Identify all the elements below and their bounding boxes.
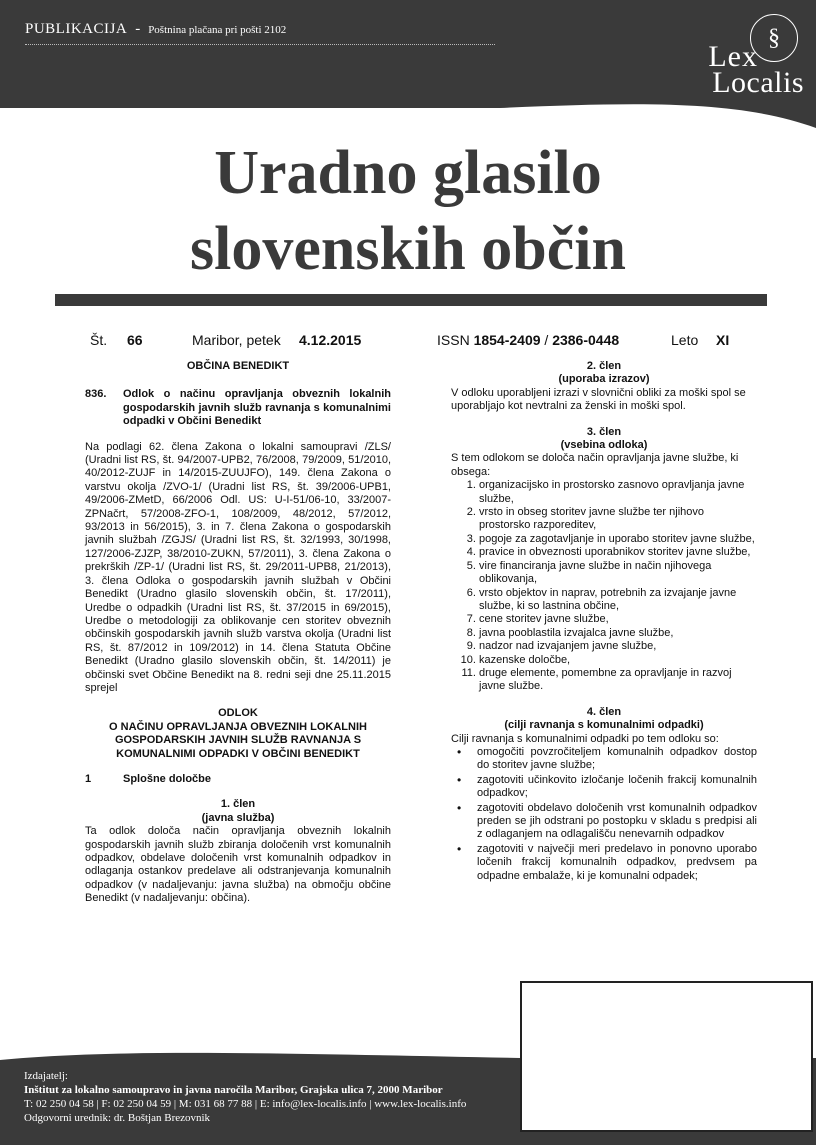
article1-number: 1. člen [220,798,256,811]
list-item: 11. druge elemente, pomembne za opravljanje in razvoj javne službe. [479,667,757,694]
article3-intro: S tem odlokom se določa način opravljanja javne službe, ki obsega: [451,452,739,478]
list-item: 5. vire financiranja javne službe in način njihovega oblikovanja, [479,560,757,587]
issue-place-day: Maribor, petek [192,332,281,348]
list-item: 7. cene storitev javne službe, [479,613,757,626]
article3-list [451,479,757,694]
issn-part1: 1854-2409 [473,332,541,348]
left-column [85,360,391,906]
list-item: • zagotoviti v največji meri predelavo in ponovno uporabo ločenih frakcij komunalnih odpadkov, predvsem pa odpadne embalaže, ki je komunalni odpadek; [477,843,757,883]
issn-label: ISSN [437,332,470,348]
gazette-title-line2: slovenskih občin [190,215,626,283]
article1-text: Ta odlok določa način opravljanja obveznih lokalnih gospodarskih javnih služb zbiranja določenih vrst komunalnih odpadkov, obdelave določenih vrst komunalnih odpadkov in odlaganja ostankov predelave ali odstranjevanja komunalnih odpadkov (v nadaljevanju: javna služba) na območju občine Benedikt (v nadaljevanju: občina). [85,825,391,905]
footer-text [24,1069,514,1125]
dotted-divider [25,44,495,45]
list-item: 1. organizacijsko in prostorsko zasnovo opravljanja javne službe, [479,479,757,506]
issue-number-value: 66 [127,332,143,348]
article2-number: 2. člen [586,360,622,372]
publication-line [25,20,286,38]
logo-lex: Lex [708,40,758,73]
year [716,332,729,348]
article4-title: (cilji ravnanja s komunalnimi odpadki) [504,719,704,732]
publisher-label: Izdajatelj: [24,1070,68,1082]
issn [437,332,619,348]
list-item: 9. nadzor nad izvajanjem javne službe, [479,640,757,653]
gazette-title-line1: Uradno glasilo [214,139,602,207]
article3-number: 3. člen [586,425,622,438]
header-band [0,0,816,145]
list-item: • omogočiti povzročiteljem komunalnih odpadkov dostop do storitev javne službe; [477,746,757,773]
publication-title: PUBLIKACIJA [25,21,128,37]
section-sign-icon: § [750,14,798,62]
odlok-subheading: O NAČINU OPRAVLJANJA OBVEZNIH LOKALNIH GOSPODARSKIH JAVNIH SLUŽB RAVNANJA S KOMUNALNIMI ODPADKI V OBČINI BENEDIKT [109,720,367,760]
section-number: 1 [85,772,92,785]
article3-title: (vsebina odloka) [560,439,648,452]
issn-slash: / [544,332,549,348]
list-item: 10. kazenske določbe, [479,654,757,667]
issue-date [299,332,361,348]
article2-title: (uporaba izrazov) [558,373,650,386]
section-title: Splošne določbe [123,772,212,785]
list-item: 4. pravice in obveznosti uporabnikov storitev javne službe, [479,546,757,559]
article4-intro: Cilji ravnanja s komunalnimi odpadki po tem odloku so: [451,732,719,745]
publisher: Inštitut za lokalno samoupravo in javna naročila Maribor, Grajska ulica 7, 2000 Maribor [24,1084,443,1096]
postage-note: Poštnina plačana pri pošti 2102 [148,24,287,36]
issue-number-label: Št. [90,332,108,348]
list-item: 8. javna pooblastila izvajalca javne službe, [479,627,757,640]
act-title: Odlok o načinu opravljanja obveznih lokalnih gospodarskih javnih služb ravnanja s komunalnimi odpadki v Občini Benedikt [123,388,391,428]
list-item: 2. vrsto in obseg storitev javne službe ter njihovo prostorsko razporeditev, [479,506,757,533]
list-item: 3. pogoje za zagotavljanje in uporabo storitev javne službe, [479,533,757,546]
section-heading [85,773,391,786]
article1-title: (javna služba) [201,811,275,824]
article4-number: 4. člen [586,705,622,718]
editor: Odgovorni urednik: dr. Boštjan Brezovnik [24,1112,211,1124]
odlok-heading: ODLOK [218,707,258,720]
title-rule [55,294,767,306]
year-label: Leto [671,332,699,348]
list-item: 6. vrsto objektov in naprav, potrebnih za izvajanje javne službe, ki so lastnina občine, [479,587,757,614]
right-column [451,360,757,884]
logo-localis: Localis [712,66,804,99]
publication-separator: - [135,21,141,37]
issn-part2: 2386-0448 [552,332,620,348]
preamble: Na podlagi 62. člena Zakona o lokalni samoupravi /ZLS/ (Uradni list RS, št. 94/2007-UPB2, 76/2008, 79/2009, 51/2010, 40/2012-ZUJF in 14/2015-ZUUJFO), 149. člena Zakona o varstvu okolja /ZVO-1/ (Uradni list RS, št. 39/2006-UPB1, 49/2006-ZMetD, 66/2006 Odl. US: U-I-51/06-10, 33/2007-ZPNačrt, 57/2008-ZFO-1, 108/2009, 48/2012, 57/2012, 93/2013 in 56/2015), 3. in 7. člena Zakona o gospodarskih javnih službah /ZGJS/ (Uradni list RS, št. 32/1993, 30/1998, 127/2006-ZJZP, 38/2010-ZUKN, 57/2011), 3. člena Zakona o prekrških /ZP-1/ (Uradni list RS, št. 29/2011-UPB8, 21/2013), 3. člena Odloka o gospodarskih javnih službah v Občini Benedikt (Uradno glasilo slovenskih občin, št. 17/2011), Uredbe o odpadkih (Uradni list RS, št. 37/2015 in 69/2015), Uredbe o metodologiji za oblikovanje cen storitev obveznih občinskih gospodarskih javnih služb varstva okolja (Uradni list RS, št. 87/2012 in 109/2012) in 14. člena Statuta Občine Benedikt (Uradno glasilo slovenskih občin, št. 14/2011) je občinski svet Občine Benedikt na 8. redni seji dne 25.11.2015 sprejel [85,440,391,694]
municipality-heading: OBČINA BENEDIKT [186,360,290,372]
white-box [520,981,813,1132]
article2-text: V odloku uporabljeni izrazi v slovnični obliki za moški spol se uporabljajo kot nevtralni za ženski in moški spol. [451,386,746,413]
year-value: XI [716,332,730,348]
act-number: 836. [85,388,107,401]
issue-number [127,332,143,348]
article4-list [451,746,757,883]
list-item: • zagotoviti učinkovito izločanje ločenih frakcij komunalnih odpadkov; [477,774,757,801]
issue-date-value: 4.12.2015 [299,332,362,348]
contacts: T: 02 250 04 58 | F: 02 250 04 59 | M: 031 68 77 88 | E: info@lex-localis.info | www.lex-localis.info [24,1098,467,1110]
act-heading [85,388,391,428]
list-item: • zagotoviti obdelavo določenih vrst komunalnih odpadkov preden se jih odstrani po postopku v skladu s predpisi ali z odlaganjem na odlagališču nenevarnih odpadkov [477,802,757,842]
